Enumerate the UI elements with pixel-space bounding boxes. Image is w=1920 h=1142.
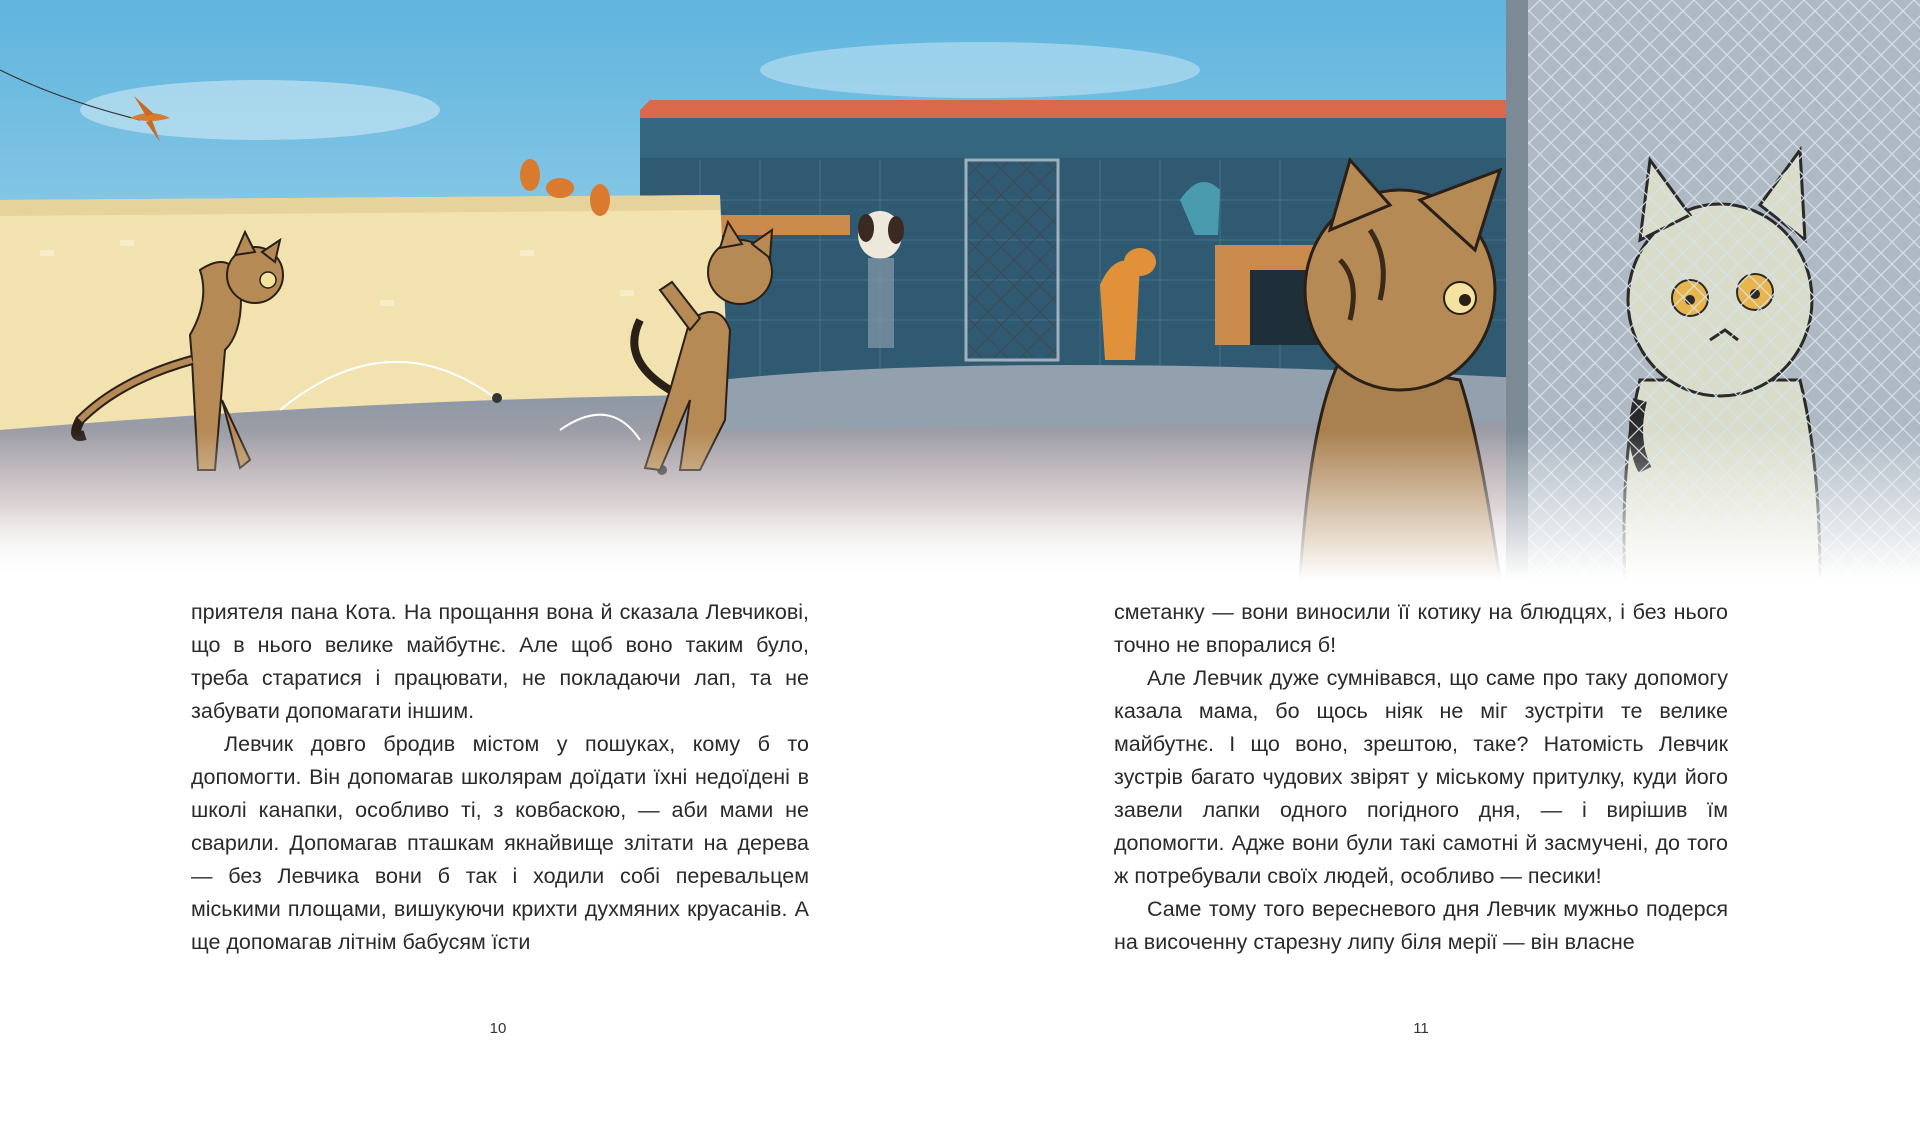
paragraph: сметанку — вони виносили її котику на блюдцях, і без нього точно не впоралися б! bbox=[1114, 600, 1728, 657]
paragraph: приятеля пана Кота. На прощання вона й сказала Левчикові, що в нього велике майбутнє. Але щоб воно таким було, треба старатися і працювати, не покладаючи лап, та не забувати допомагати іншим. bbox=[191, 600, 809, 723]
paragraph: Саме тому того вересневого дня Левчик мужньо подерся на височенну старезну липу біля мерії — він власне bbox=[1114, 897, 1728, 954]
right-page-text bbox=[1114, 596, 1728, 959]
paragraph: Але Левчик дуже сумнівався, що саме про таку допомогу казала мама, бо щось ніяк не міг зустріти те велике майбутнє. І що воно, зрештою, таке? Натомість Левчик зустрів багато чудових звірят у міському притулку, куди його завели лапки одного погідного дня, — і вирішив їм допомогти. Адже вони були такі самотні й засмучені, до того ж потребували своїх людей, особливо — песики! bbox=[1114, 666, 1728, 888]
paragraph: Левчик довго бродив містом у пошуках, кому б то допомогти. Він допомагав школярам доїдати їхні недоїдені в школі канапки, особливо ті, з ковбаскою, — аби мами не сварили. Допомагав пташкам якнайвище злітати на дерева — без Левчика вони б так і ходили собі перевальцем міськими площами, вишукуючи крихти духмяних круасанів. А ще допомагав літнім бабусям їсти bbox=[191, 732, 809, 954]
left-page-text bbox=[191, 596, 809, 959]
page-number-left: 10 bbox=[489, 1020, 507, 1037]
page-number-right: 11 bbox=[1413, 1020, 1429, 1037]
